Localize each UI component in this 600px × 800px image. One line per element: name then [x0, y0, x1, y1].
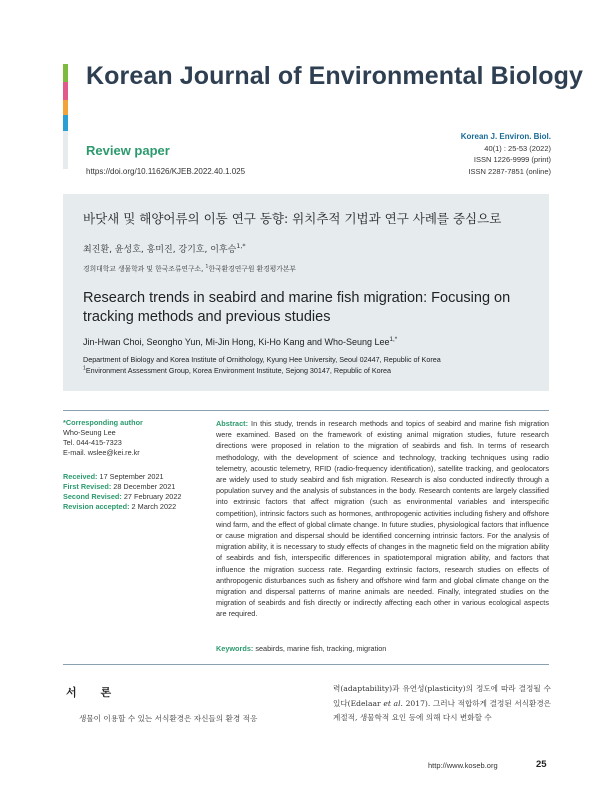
abstract-text: In this study, trends in research methods and topics of seabird and marine fish migration were examined. Based on the framework of existing animal migration studies, future research directions were proposed in relation to the migration of seabirds and fish. In terms of research methodology, with the development of science and technology, tracking techniques using radio telemetry, acoustic telemetry, RFID (radio-frequency identification), satellite tracking, and geolocators are widely used to study seabird and fish migration. Research is also conducted indirectly through a population survey and the analysis of substances in the body. Research contents are largely classified into extrinsic factors that affect migration (such as environmental variables and interspecific competition), intrinsic factors such as hormones, anthropogenic activities including fishery and offshore wind farm, and the effect of global climate change. In future studies, physiological factors that influence or cause migration and dispersal should be identified concerning intrinsic factors. For the analysis of migration ability, it is necessary to study effects of changes in the magnetic field on the migration ability of seabirds and fish, interspecific differences in spatiotemporal migration ability, and factors that influence the migration success rate. Regarding extrinsic factors, research studies on effects of anthropogenic disturbances such as fishery and offshore wind farm and global climate change on the migration and dispersal patterns of marine animals are needed. Finally, integrated studies on the migration of seabirds and fish directly or indirectly affecting each other in various ecological aspects are required.	[216, 419, 549, 619]
color-bar-pink	[63, 82, 68, 100]
body-text-left: 생물이 이용할 수 있는 서식환경은 자신들의 환경 적응	[79, 714, 258, 723]
article-type: Review paper	[86, 143, 170, 158]
english-affil-2: Environment Assessment Group, Korea Environment Institute, Sejong 30147, Republic of Korea	[85, 366, 392, 375]
corresponding-email[interactable]: E-mail. wslee@kei.re.kr	[63, 448, 140, 457]
color-bar-grey	[63, 131, 68, 169]
korean-author-names: 최진환, 윤성호, 홍미진, 강기호, 이후승	[83, 245, 237, 255]
body-right-et-al: et al.	[383, 698, 403, 708]
journal-volume: 40(1) : 25-53 (2022)	[484, 143, 551, 153]
english-affiliations	[83, 354, 441, 376]
corresponding-tel: Tel. 044-415-7323	[63, 438, 122, 447]
corresponding-author	[63, 418, 143, 458]
corresponding-name: Who-Seung Lee	[63, 428, 116, 437]
date-label: Revision accepted:	[63, 502, 130, 511]
article-dates	[63, 472, 181, 512]
english-authors	[83, 337, 397, 347]
color-bar-blue	[63, 115, 68, 131]
korean-affil-2: 한국환경연구원 환경평가본부	[208, 265, 296, 273]
body-right-part-1: 력(adaptability)과 유연성(plasticity)의 정도에 따라 결정될 수 있다(Edelaar	[333, 684, 551, 708]
date-label: First Revised:	[63, 482, 112, 491]
color-bar-orange	[63, 100, 68, 115]
korean-author-sup: 1,*	[236, 243, 246, 250]
date-value: 17 September 2021	[97, 472, 164, 481]
english-author-names: Jin-Hwan Choi, Seongho Yun, Mi-Jin Hong, Ki-Ho Kang and Who-Seung Lee	[83, 337, 390, 347]
body-text-right	[333, 682, 551, 726]
date-label: Received:	[63, 472, 98, 481]
korean-affil-1: 경희대학교 생물학과 및 한국조류연구소,	[83, 265, 206, 273]
date-label: Second Revised:	[63, 492, 122, 501]
footer-url[interactable]: http://www.koseb.org	[428, 761, 498, 770]
date-received	[63, 472, 181, 482]
english-affil-1: Department of Biology and Korea Institute of Ornithology, Kyung Hee University, Seoul 02447, Republic of Korea	[83, 355, 441, 364]
doi-link[interactable]: https://doi.org/10.11626/KJEB.2022.40.1.025	[86, 167, 246, 176]
divider-top	[63, 410, 549, 411]
english-affil-2-line	[83, 365, 441, 376]
issn-online: ISSN 2287-7851 (online)	[468, 166, 551, 176]
date-second-revised	[63, 492, 181, 502]
corresponding-label: *Corresponding author	[63, 418, 143, 427]
english-author-sup: 1,*	[389, 336, 398, 343]
date-value: 27 February 2022	[121, 492, 182, 501]
date-accepted	[63, 502, 181, 512]
journal-info	[461, 131, 551, 177]
korean-authors	[83, 242, 245, 255]
journal-abbrev: Korean J. Environ. Biol.	[460, 132, 551, 141]
page-number: 25	[536, 759, 547, 770]
date-value: 2 March 2022	[129, 502, 177, 511]
abstract-label: Abstract:	[216, 419, 249, 428]
journal-title: Korean Journal of Environmental Biology	[86, 62, 584, 90]
korean-title: 바닷새 및 해양어류의 이동 연구 동향: 위치추적 기법과 연구 사례를 중심으로	[83, 211, 502, 226]
korean-affiliations	[83, 263, 296, 273]
date-first-revised	[63, 482, 181, 492]
date-value: 28 December 2021	[111, 482, 176, 491]
english-title: Research trends in seabird and marine fish migration: Focusing on tracking methods and previous studies	[83, 290, 511, 325]
issn-print: ISSN 1226-9999 (print)	[473, 155, 551, 164]
keywords-text: seabirds, marine fish, tracking, migration	[253, 644, 387, 653]
body-right-part-2: 2017). 그러나 적합하게 결정된 서식환경은 계절적, 생물학적 요인 등에 의해 다시 변화할 수	[333, 698, 551, 722]
section-title-introduction: 서 론	[66, 686, 122, 699]
divider-bottom	[63, 664, 549, 665]
keywords	[216, 644, 386, 653]
abstract	[216, 418, 549, 620]
english-affil-2-sup: 1	[83, 365, 86, 372]
color-bar-green	[63, 64, 68, 82]
korean-affil-sup: 1	[205, 264, 209, 270]
keywords-label: Keywords:	[216, 644, 254, 653]
